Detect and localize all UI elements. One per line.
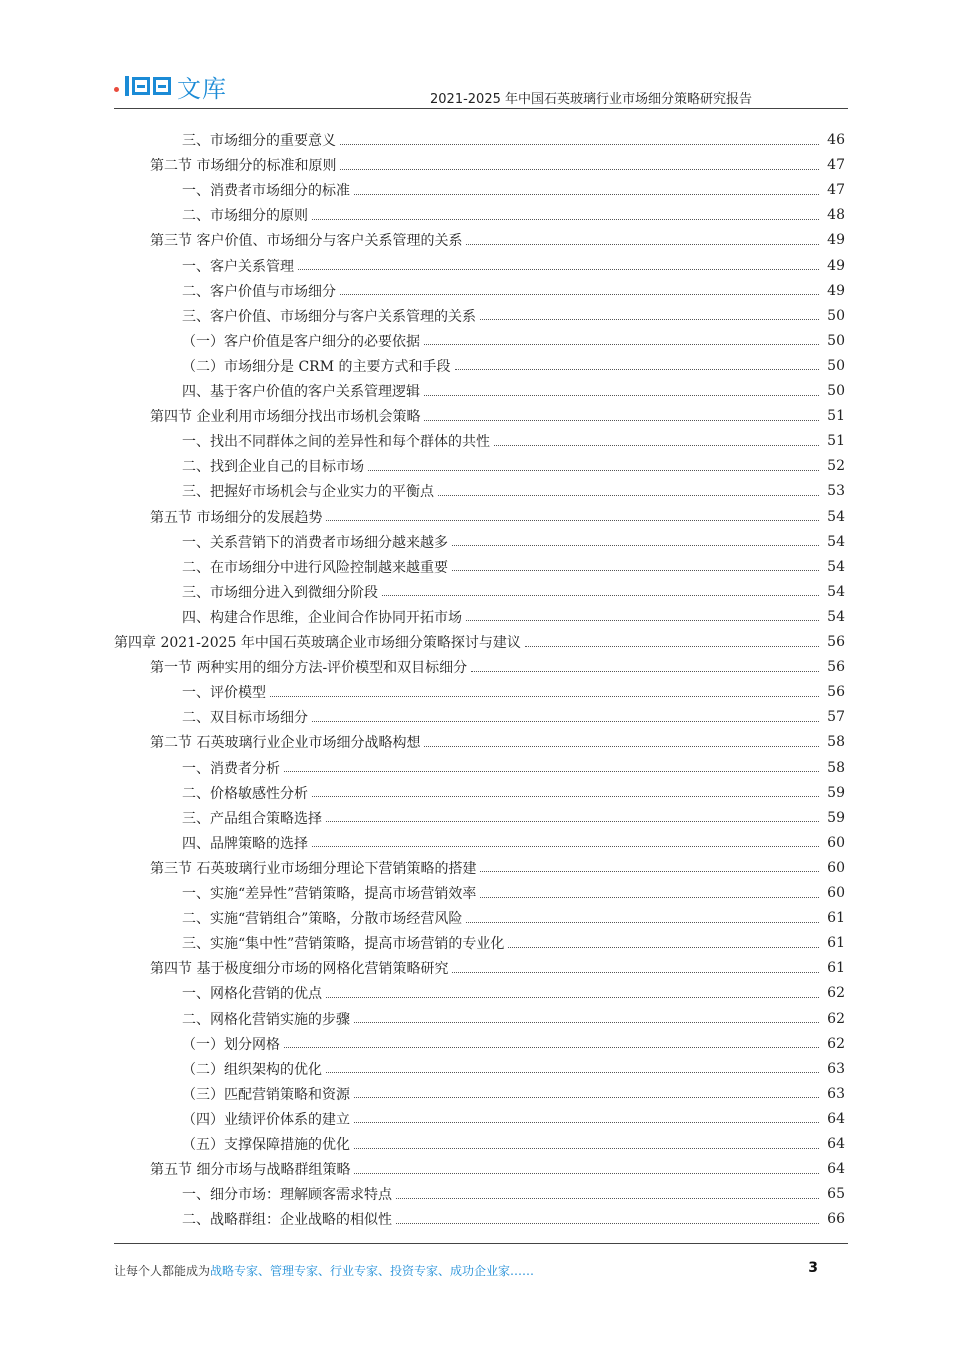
toc-entry-title: 第一节 两种实用的细分方法-评价模型和双目标细分 — [150, 660, 468, 677]
toc-entry-page: 56 — [827, 634, 845, 650]
toc-entry-title: （一）划分网格 — [182, 1036, 280, 1053]
toc-entry-page: 48 — [827, 207, 845, 224]
toc-leader-dots — [312, 721, 819, 722]
toc-entry-page: 50 — [827, 357, 845, 374]
toc-entry-page: 58 — [827, 734, 845, 751]
toc-entry-title: 一、实施“差异性”营销策略，提高市场营销效率 — [182, 886, 477, 902]
toc-entry-page: 49 — [827, 232, 845, 249]
toc-entry-title: 四、基于客户价值的客户关系管理逻辑 — [182, 384, 420, 400]
toc-entry-page: 52 — [827, 458, 845, 475]
toc-entry-page: 61 — [827, 910, 845, 927]
toc-entry[interactable] — [182, 1082, 845, 1106]
toc-entry-page: 51 — [827, 433, 845, 450]
header-divider — [114, 108, 848, 109]
toc-leader-dots — [480, 319, 819, 320]
toc-entry-title: 二、价格敏感性分析 — [182, 785, 308, 802]
toc-entry[interactable] — [182, 806, 845, 830]
toc-leader-dots — [326, 997, 819, 998]
toc-entry-page: 62 — [827, 1010, 845, 1027]
toc-leader-dots — [508, 947, 819, 948]
toc-leader-dots — [396, 1198, 819, 1199]
toc-entry-title: 三、市场细分的重要意义 — [182, 133, 336, 149]
toc-leader-dots — [312, 796, 819, 797]
toc-entry[interactable] — [150, 505, 845, 529]
toc-entry-title: 一、消费者分析 — [182, 760, 280, 777]
toc-entry-title: 第五节 细分市场与战略群组策略 — [150, 1162, 351, 1179]
toc-leader-dots — [471, 671, 819, 672]
toc-leader-dots — [424, 746, 819, 747]
toc-entry[interactable] — [182, 605, 845, 629]
toc-leader-dots — [284, 771, 819, 772]
toc-entry-title: 第四节 基于极度细分市场的网格化营销策略研究 — [150, 961, 449, 978]
toc-entry-page: 46 — [827, 132, 845, 148]
toc-leader-dots — [312, 219, 819, 220]
document-title: 2021-2025 年中国石英玻璃行业市场细分策略研究报告 — [430, 92, 752, 107]
logo-text: 文库 — [177, 74, 227, 103]
toc-entry[interactable] — [182, 831, 845, 855]
toc-entry-page: 64 — [827, 1110, 845, 1127]
toc-entry-title: 二、找到企业自己的目标市场 — [182, 459, 364, 476]
toc-entry-page: 65 — [827, 1186, 845, 1203]
toc-entry-title: 一、细分市场：理解顾客需求特点 — [182, 1187, 392, 1204]
toc-entry-page: 62 — [827, 985, 845, 1002]
footer-slogan-highlight: 战略专家、管理专家、行业专家、投资专家、成功企业家…… — [210, 1264, 535, 1278]
toc-entry[interactable] — [182, 1207, 845, 1231]
toc-entry-page: 51 — [827, 408, 845, 425]
toc-leader-dots — [326, 520, 819, 521]
toc-leader-dots — [354, 1022, 819, 1023]
toc-entry-title: 一、关系营销下的消费者市场细分越来越多 — [182, 534, 448, 551]
toc-entry-title: （四）业绩评价体系的建立 — [182, 1111, 350, 1128]
toc-entry-page: 64 — [827, 1161, 845, 1178]
toc-entry-page: 53 — [827, 483, 845, 500]
toc-entry[interactable] — [182, 530, 845, 554]
toc-entry-page: 59 — [827, 809, 845, 826]
toc-entry[interactable] — [150, 404, 845, 428]
toc-leader-dots — [424, 420, 819, 421]
toc-entry[interactable] — [182, 881, 845, 905]
toc-entry[interactable] — [182, 1132, 845, 1156]
toc-entry-page: 54 — [827, 533, 845, 550]
toc-leader-dots — [354, 194, 819, 195]
toc-entry-page: 47 — [827, 182, 845, 199]
toc-entry-page: 60 — [827, 885, 845, 901]
toc-entry-title: 第三节 客户价值、市场细分与客户关系管理的关系 — [150, 233, 463, 250]
toc-leader-dots — [270, 696, 819, 697]
toc-leader-dots — [340, 294, 819, 295]
footer-divider — [114, 1243, 848, 1244]
toc-entry-page: 58 — [827, 759, 845, 776]
toc-entry-title: 二、实施“营销组合”策略，分散市场经营风险 — [182, 911, 463, 928]
toc-entry[interactable] — [182, 479, 845, 503]
toc-entry-page: 54 — [827, 558, 845, 575]
toc-entry[interactable] — [182, 454, 845, 478]
toc-leader-dots — [452, 545, 819, 546]
toc-leader-dots — [354, 1148, 819, 1149]
toc-entry-title: 第三节 石英玻璃行业市场细分理论下营销策略的搭建 — [150, 860, 477, 877]
toc-entry-title: 三、实施“集中性”营销策略，提高市场营销的专业化 — [182, 936, 505, 953]
toc-entry[interactable] — [182, 906, 845, 930]
toc-leader-dots — [466, 922, 819, 923]
toc-leader-dots — [452, 570, 819, 571]
toc-leader-dots — [368, 470, 819, 471]
toc-entry-title: 二、双目标市场细分 — [182, 710, 308, 727]
toc-leader-dots — [452, 972, 819, 973]
toc-entry[interactable] — [182, 329, 845, 353]
toc-entry-title: 第四节 企业利用市场细分找出市场机会策略 — [150, 409, 421, 426]
toc-entry[interactable] — [182, 354, 845, 378]
toc-entry[interactable] — [182, 1107, 845, 1131]
toc-entry-page: 47 — [827, 157, 845, 174]
toc-entry-title: 四、构建合作思维，企业间合作协同开拓市场 — [182, 609, 462, 626]
toc-entry[interactable] — [182, 555, 845, 579]
toc-entry-page: 54 — [827, 608, 845, 625]
toc-entry[interactable] — [150, 730, 845, 754]
toc-entry-title: 四、品牌策略的选择 — [182, 835, 308, 852]
toc-leader-dots — [480, 871, 819, 872]
page-number: 3 — [808, 1260, 818, 1276]
toc-leader-dots — [284, 1047, 819, 1048]
toc-entry[interactable] — [150, 856, 845, 880]
toc-entry[interactable] — [182, 203, 845, 227]
toc-entry-title: 第二节 石英玻璃行业企业市场细分战略构想 — [150, 735, 421, 752]
toc-entry[interactable] — [182, 279, 845, 303]
toc-leader-dots — [354, 1173, 819, 1174]
toc-entry-page: 61 — [827, 960, 845, 977]
toc-entry[interactable] — [150, 1157, 845, 1181]
toc-entry[interactable] — [182, 1032, 845, 1056]
toc-entry-title: 一、消费者市场细分的标准 — [182, 183, 350, 200]
toc-entry-title: （五）支撑保障措施的优化 — [182, 1137, 350, 1153]
toc-entry-title: 三、把握好市场机会与企业实力的平衡点 — [182, 484, 434, 501]
toc-leader-dots — [326, 1072, 819, 1073]
toc-entry-title: 二、战略群组：企业战略的相似性 — [182, 1212, 392, 1229]
toc-leader-dots — [396, 1223, 819, 1224]
toc-entry[interactable] — [150, 655, 845, 679]
toc-entry-title: （三）匹配营销策略和资源 — [182, 1086, 350, 1103]
toc-leader-dots — [354, 1097, 819, 1098]
toc-entry-page: 54 — [827, 508, 845, 525]
toc-entry-title: 二、网格化营销实施的步骤 — [182, 1011, 350, 1028]
toc-entry[interactable] — [182, 1007, 845, 1031]
toc-entry-page: 62 — [827, 1035, 845, 1052]
toc-entry-title: 第五节 市场细分的发展趋势 — [150, 509, 323, 526]
logo-mark-icon — [114, 76, 171, 96]
toc-leader-dots — [382, 595, 819, 596]
toc-entry-title: （二）组织架构的优化 — [182, 1061, 322, 1078]
toc-entry[interactable] — [150, 228, 845, 252]
toc-entry-title: 一、网格化营销的优点 — [182, 986, 322, 1003]
toc-entry-title: 一、找出不同群体之间的差异性和每个群体的共性 — [182, 434, 490, 451]
toc-entry[interactable] — [182, 580, 845, 604]
toc-entry[interactable] — [182, 705, 845, 729]
toc-entry-page: 56 — [827, 659, 845, 676]
toc-entry-page: 61 — [827, 935, 845, 952]
toc-entry-title: 三、市场细分进入到微细分阶段 — [182, 584, 378, 601]
toc-entry[interactable] — [182, 379, 845, 403]
toc-entry-title: 一、评价模型 — [182, 685, 266, 702]
toc-entry-title: （二）市场细分是 CRM 的主要方式和手段 — [182, 358, 451, 375]
toc-entry-title: （一）客户价值是客户细分的必要依据 — [182, 333, 420, 350]
toc-leader-dots — [480, 897, 819, 898]
toc-leader-dots — [525, 646, 819, 647]
toc-leader-dots — [438, 495, 819, 496]
footer-slogan-lead: 让每个人都能成为 — [114, 1264, 211, 1278]
toc-entry[interactable] — [182, 178, 845, 202]
toc-entry[interactable] — [182, 254, 845, 278]
toc-entry-title: 第四章 2021-2025 年中国石英玻璃企业市场细分策略探讨与建议 — [114, 635, 521, 651]
toc-entry[interactable] — [182, 429, 845, 453]
footer-slogan — [114, 1262, 820, 1282]
logo — [114, 72, 227, 103]
toc-entry[interactable] — [182, 1182, 845, 1206]
toc-leader-dots — [466, 620, 819, 621]
toc-entry-title: 二、市场细分的原则 — [182, 208, 308, 225]
toc-entry-title: 第二节 市场细分的标准和原则 — [150, 158, 337, 175]
toc-entry[interactable] — [150, 956, 845, 980]
toc-entry-page: 60 — [827, 834, 845, 851]
toc-leader-dots — [340, 169, 819, 170]
toc-entry[interactable] — [114, 630, 845, 654]
toc-entry-title: 三、客户价值、市场细分与客户关系管理的关系 — [182, 308, 476, 325]
toc-leader-dots — [340, 144, 819, 145]
toc-entry[interactable] — [182, 128, 845, 152]
toc-leader-dots — [424, 344, 819, 345]
toc-entry-page: 54 — [827, 583, 845, 600]
toc-entry-page: 60 — [827, 859, 845, 876]
toc-entry-page: 50 — [827, 307, 845, 324]
toc-leader-dots — [312, 846, 819, 847]
toc-entry[interactable] — [182, 981, 845, 1005]
toc-entry-title: 三、产品组合策略选择 — [182, 810, 322, 827]
toc-entry-page: 50 — [827, 383, 845, 399]
toc-leader-dots — [424, 395, 819, 396]
page-header — [0, 0, 960, 112]
toc-leader-dots — [326, 821, 819, 822]
toc-leader-dots — [455, 369, 820, 370]
toc-entry[interactable] — [150, 153, 845, 177]
toc-leader-dots — [494, 445, 819, 446]
toc-entry-page: 63 — [827, 1085, 845, 1102]
toc-entry-page: 49 — [827, 282, 845, 299]
toc-entry-page: 50 — [827, 332, 845, 349]
toc-entry[interactable] — [182, 781, 845, 805]
toc-entry-page: 59 — [827, 784, 845, 801]
toc-entry-page: 63 — [827, 1060, 845, 1077]
toc-entry-page: 57 — [827, 709, 845, 726]
toc-entry-page: 49 — [827, 257, 845, 274]
toc-entry[interactable] — [182, 756, 845, 780]
toc-leader-dots — [466, 244, 819, 245]
toc-entry[interactable] — [182, 1057, 845, 1081]
toc-leader-dots — [354, 1122, 819, 1123]
toc-entry[interactable] — [182, 304, 845, 328]
toc-entry-page: 64 — [827, 1136, 845, 1152]
toc-entry-page: 66 — [827, 1211, 845, 1228]
toc-entry-title: 二、客户价值与市场细分 — [182, 283, 336, 300]
toc-leader-dots — [298, 269, 819, 270]
toc-entry-page: 56 — [827, 684, 845, 701]
toc-entry[interactable] — [182, 931, 845, 955]
toc-entry-title: 二、在市场细分中进行风险控制越来越重要 — [182, 559, 448, 576]
toc-entry[interactable] — [182, 680, 845, 704]
toc-entry-title: 一、客户关系管理 — [182, 258, 294, 275]
